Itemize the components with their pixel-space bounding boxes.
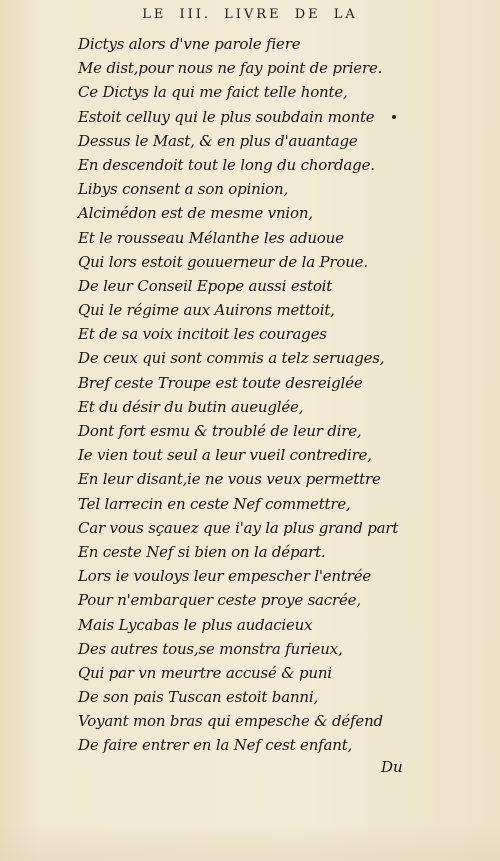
verse-block [78, 32, 398, 758]
verse-line: Ce Dictys la qui me faict telle honte, [78, 83, 348, 102]
verse-line: Lors ie vouloys leur empescher l'entrée [78, 567, 372, 586]
verse-line: De son pais Tuscan estoit banni, [78, 688, 319, 707]
verse-line: Estoit celluy qui le plus soubdain monte [78, 107, 375, 126]
verse-line: Dictys alors d'vne parole fiere [78, 35, 301, 53]
verse-line: Et du désir du butin aueuglée, [78, 397, 304, 416]
verse-line: Car vous sçauez que i'ay la plus grand part [78, 518, 399, 537]
page-bottom-edge [0, 825, 500, 861]
verse-line: Bref ceste Troupe est toute desreiglée [78, 373, 363, 392]
verse-line: Pour n'embarquer ceste proye sacrée, [78, 591, 361, 610]
verse-line: Et le rousseau Mélanthe les aduoue [78, 228, 344, 247]
verse-line: En leur disant,ie ne vous veux permettre [78, 470, 381, 489]
verse-line: Des autres tous,se monstra furieux, [78, 639, 343, 658]
verse-line: Voyant mon bras qui empesche & défend [78, 712, 383, 731]
verse-line: Dont fort esmu & troublé de leur dire, [78, 422, 362, 440]
verse-line: De leur Conseil Epope aussi estoit [78, 276, 333, 295]
verse-line: Tel larrecin en ceste Nef commettre, [78, 494, 351, 513]
verse-line: Qui lors estoit gouuerneur de la Proue. [78, 252, 368, 271]
verse-line: Qui le régime aux Auirons mettoit, [78, 301, 335, 320]
verse-line: Me dist,pour nous ne fay point de priere. [78, 59, 383, 78]
verse-line: De faire entrer en la Nef cest enfant, [78, 736, 353, 755]
running-head: LE III. LIVRE DE LA [142, 7, 358, 22]
catchword: Du [381, 758, 403, 776]
verse-line: De ceux qui sont commis a telz seruages, [78, 349, 385, 368]
verse-line: En descendoit tout le long du chordage. [78, 155, 375, 174]
verse-line: Ie vien tout seul a leur vueil contredire, [78, 446, 372, 465]
verse-line: Alcimédon est de mesme vnion, [78, 204, 313, 223]
verse-line: Dessus le Mast, & en plus d'auantage [78, 131, 358, 150]
margin-dot-mark [392, 115, 396, 119]
verse-line: Et de sa voix incitoit les courages [78, 325, 327, 344]
verse-line: En ceste Nef si bien on la départ. [78, 542, 326, 561]
verse-line: Mais Lycabas le plus audacieux [78, 615, 313, 634]
verse-line: Qui par vn meurtre accusé & puni [78, 663, 332, 682]
verse-line: Libys consent a son opinion, [78, 180, 289, 199]
